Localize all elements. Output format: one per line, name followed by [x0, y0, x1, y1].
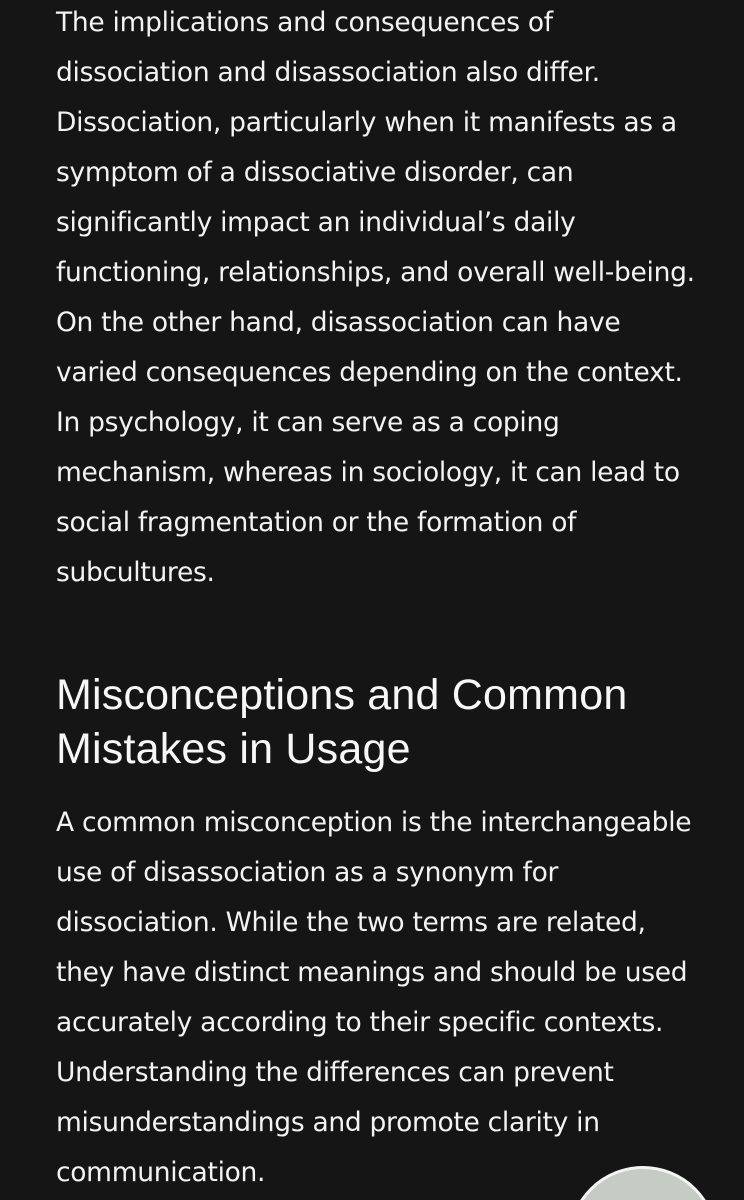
article-paragraph-consequences: The implications and consequences of dissociation and disassociation also differ. Dissociation, particularly when it manifests as a symptom of a dissociative disorder, can significantly impact an individual’s daily functioning, relationships, and overall well-being. On the other hand, disassociation can have varied consequences depending on the context. In psychology, it can serve as a coping mechanism, whereas in sociology, it can lead to social fragmentation or the formation of subcultures.: [56, 7, 695, 588]
section-heading-misconceptions: Misconceptions and Common Mistakes in Usage: [56, 671, 628, 773]
article-paragraph-misconceptions: A common misconception is the interchangeable use of disassociation as a synonym for dissociation. While the two terms are related, they have distinct meanings and should be used accurately according to their specific contexts. Understanding the differences can prevent misunderstandings and promote clarity in communication.: [56, 807, 692, 1188]
